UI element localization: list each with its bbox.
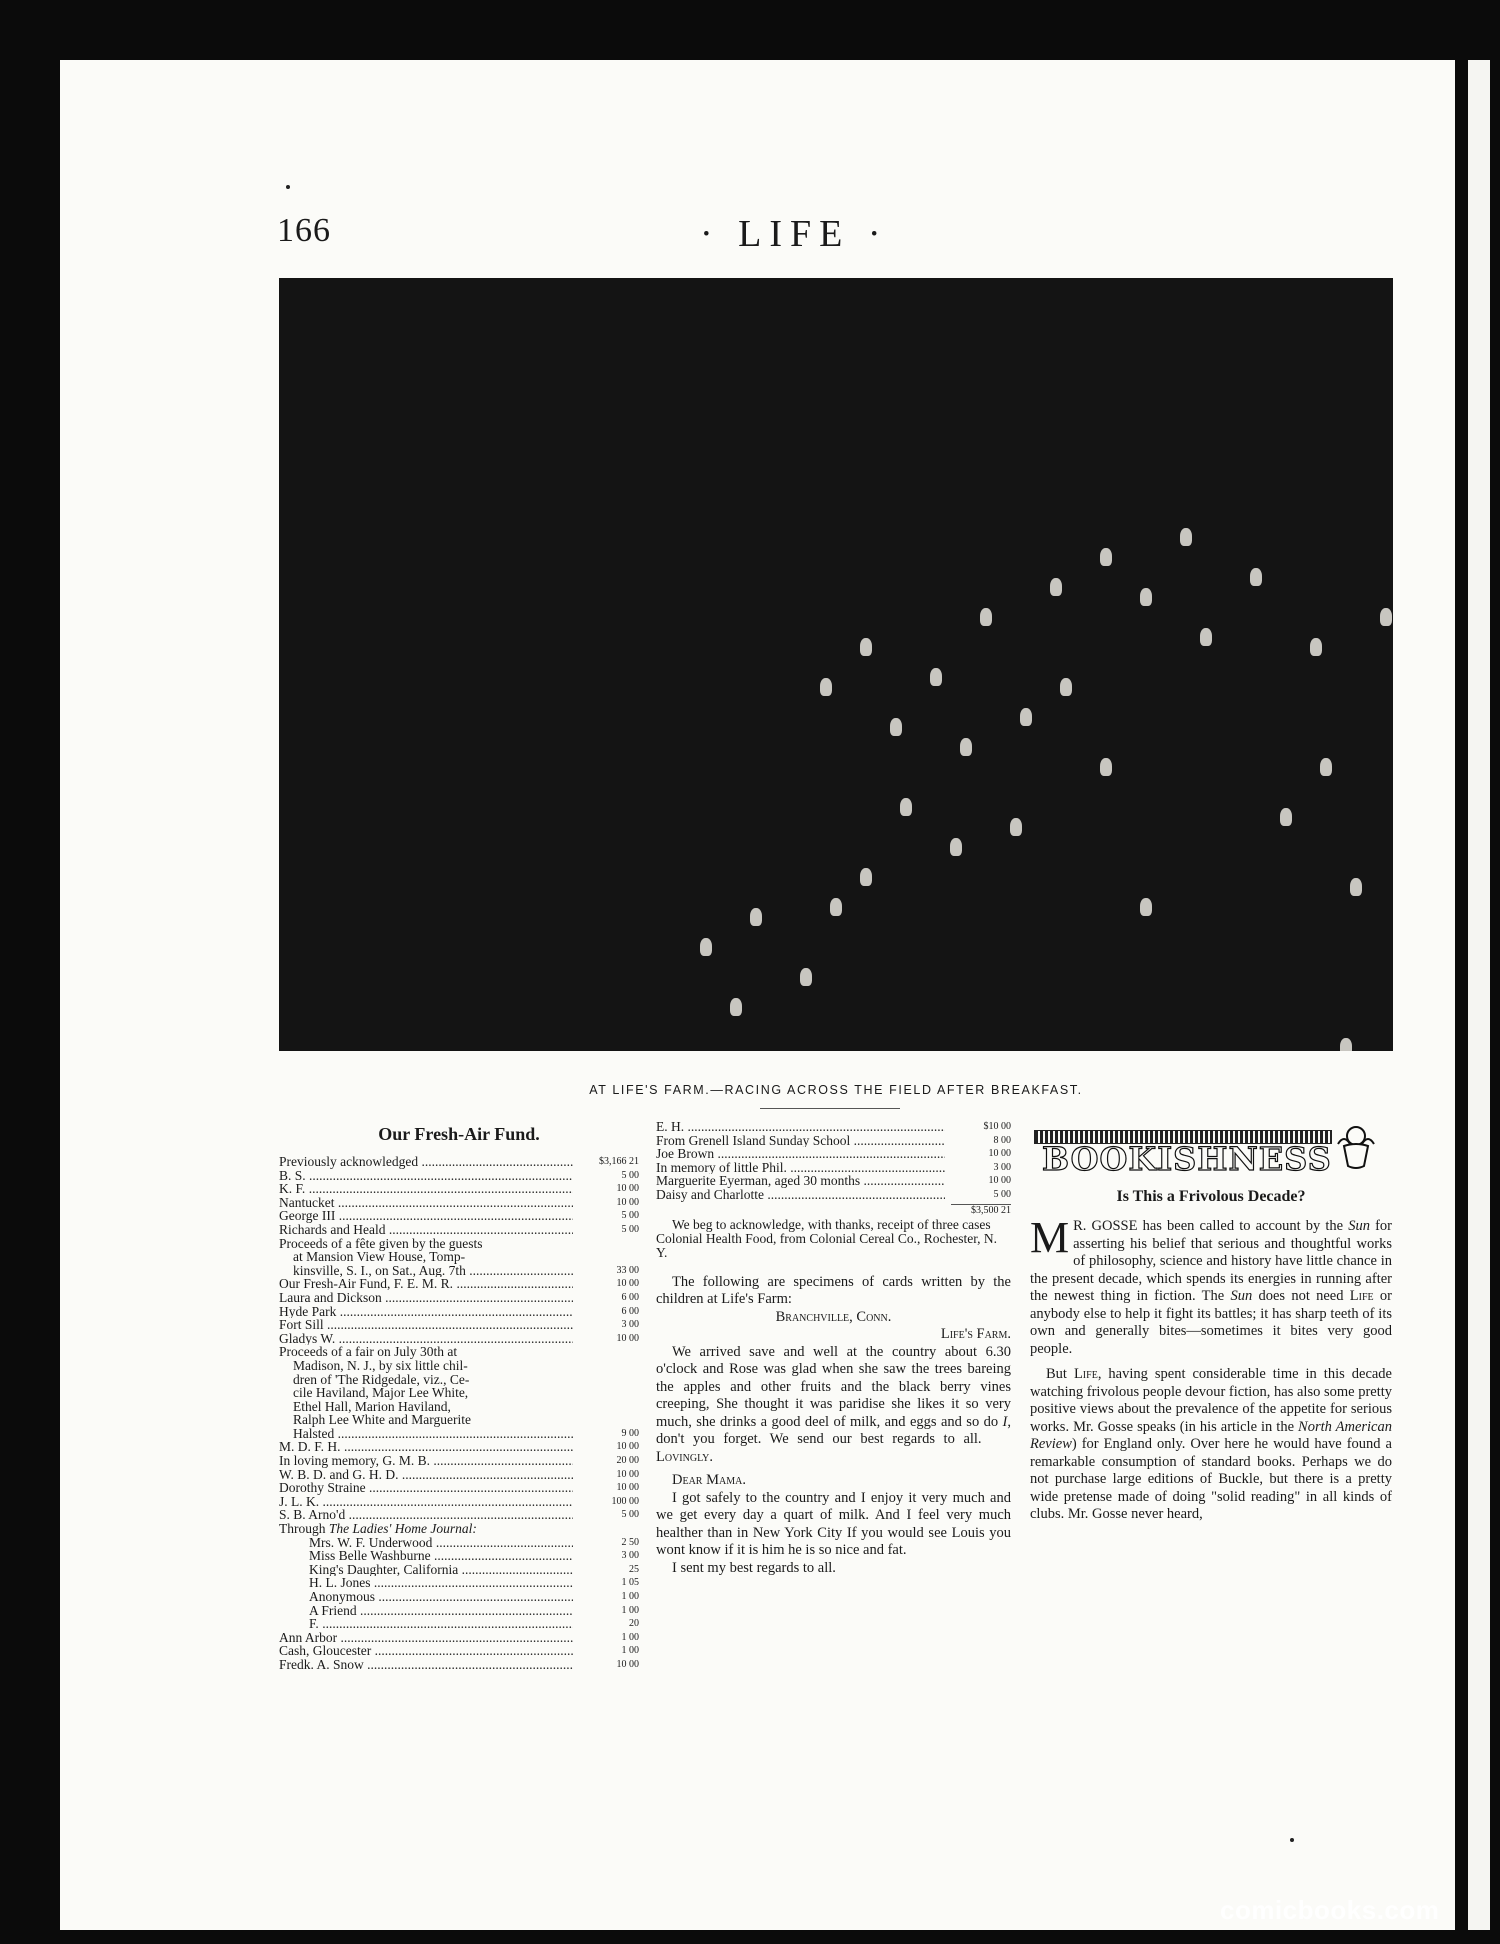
ledger-row: [279, 1658, 639, 1672]
article-text: , having spent considerable time in this decade watching frivolous people devour fiction, has also some pretty positive views about the prevalence of the appetite for serious works. Mr. Gosse speaks (in his article in the: [1030, 1366, 1393, 1435]
ledger-row: [279, 1196, 639, 1210]
ledger-amount: 3 00: [621, 1550, 639, 1562]
ledger-row: [279, 1291, 639, 1305]
ledger-amount: 1 00: [621, 1591, 639, 1602]
child-figure: [900, 798, 912, 816]
child-figure: [960, 738, 972, 756]
fund-list: [279, 1277, 639, 1345]
ledger-label: Mrs. W. F. Underwood .....: [279, 1536, 573, 1550]
ledger-row: [279, 1644, 639, 1658]
ledger-row: [656, 1147, 1011, 1161]
letter-text: We arrived save and well at the country about 6.30 o'clock and Rose was glad when she saw the trees bareing the apples and other fruits and the black berry vines creeping, She thought it was paridise she likes it so very much, she drinks a good deel of milk, and eggs and so do: [656, 1343, 1011, 1430]
ledger-amount: 5 00: [621, 1169, 639, 1181]
banner-title: BOOKISHNESS: [1042, 1140, 1332, 1178]
print-speck: [286, 185, 290, 189]
child-figure: [1250, 568, 1262, 586]
letter-one: [656, 1344, 1011, 1467]
cards-intro: The following are specimens of cards written by the children at Life's Farm:: [656, 1273, 1011, 1308]
ledger-amount: 10 00: [988, 1148, 1011, 1160]
ledger-row: [279, 1536, 639, 1550]
ledger-amount: 10 00: [988, 1175, 1011, 1187]
card-place: Branchville, Conn.: [775, 1308, 892, 1325]
ledger-note: Proceeds of a fête given by the guests: [279, 1235, 483, 1251]
ledger-label: Fredk. A. Snow .....: [279, 1658, 573, 1672]
ledger-amount: 20 00: [616, 1455, 639, 1467]
child-figure: [1320, 758, 1332, 776]
journal-heading: [279, 1522, 639, 1536]
ledger-label: In loving memory, G. M. B. .....: [279, 1454, 573, 1468]
child-figure: [860, 868, 872, 886]
article-headline: Is This a Frivolous Decade?: [1116, 1188, 1306, 1205]
ledger-label: Halsted .....: [293, 1427, 573, 1441]
child-figure: [1100, 758, 1112, 776]
ledger-amount: 33 00: [616, 1264, 639, 1276]
publication-name: North American Review: [1030, 1418, 1392, 1452]
journal-title: The Ladies' Home Journal:: [328, 1521, 477, 1537]
child-figure: [930, 668, 942, 686]
ledger-amount: 10 00: [616, 1332, 639, 1344]
ledger-label: W. B. D. and G. H. D. .....: [279, 1468, 573, 1482]
ledger-amount: 5 00: [621, 1210, 639, 1222]
child-figure: [980, 608, 992, 626]
child-figure: [1010, 818, 1022, 836]
acknowledgement: We beg to acknowledge, with thanks, receipt of three cases Colonial Health Food, from Colonial Cereal Co., Rochester, N. Y.: [656, 1216, 998, 1260]
bookishness-column: [1030, 1120, 1392, 1524]
ledger-row: [279, 1223, 639, 1237]
magazine-name: Life: [1349, 1288, 1374, 1304]
publication-name: Sun: [1348, 1218, 1370, 1234]
ledger-row: [279, 1468, 639, 1482]
ledger-row: [279, 1440, 639, 1454]
ledger-amount: $10 00: [983, 1121, 1011, 1132]
child-figure: [1350, 878, 1362, 896]
child-figure: [820, 678, 832, 696]
ledger-label: Nantucket .....: [279, 1196, 573, 1210]
ledger-label: Joe Brown .....: [656, 1147, 945, 1161]
ledger-row: [279, 1332, 639, 1346]
ledger-row: [279, 1155, 639, 1169]
ledger-label: King's Daughter, California .....: [279, 1563, 573, 1577]
print-speck: [1290, 1838, 1294, 1842]
ledger-row: [279, 1305, 639, 1319]
ledger-amount: 6 00: [621, 1291, 639, 1303]
next-page-edge: [1468, 60, 1490, 1930]
ledger-row: [656, 1188, 1011, 1202]
ledger-amount: 25: [629, 1563, 639, 1575]
ledger-label: J. L. K. .....: [279, 1495, 573, 1509]
ledger-row: [279, 1454, 639, 1468]
card-farm: Life's Farm.: [940, 1326, 1011, 1343]
ledger-amount: 6 00: [621, 1305, 639, 1317]
journal-prefix: Through: [279, 1521, 329, 1537]
ledger-note: cile Haviland, Major Lee White,: [293, 1385, 469, 1401]
ledger-label: Dorothy Straine .....: [279, 1481, 573, 1495]
ledger-amount: $3,166 21: [599, 1156, 639, 1167]
child-figure: [1380, 608, 1392, 626]
ledger-label: Cash, Gloucester .....: [279, 1644, 573, 1658]
ledger-amount: 10 00: [616, 1468, 639, 1480]
ledger-amount: 5 00: [621, 1223, 639, 1235]
ledger-row: [279, 1169, 639, 1183]
ledger-note: Ralph Lee White and Marguerite: [293, 1412, 471, 1428]
ledger-amount: 1 00: [621, 1645, 639, 1657]
child-figure: [1020, 708, 1032, 726]
ledger-row: [279, 1264, 639, 1278]
letter-three: I sent my best regards to all.: [672, 1559, 836, 1576]
child-figure: [860, 638, 872, 656]
ledger-amount: 9 00: [621, 1427, 639, 1439]
ledger-label: B. S. .....: [279, 1169, 573, 1183]
magazine-name: Life: [1073, 1366, 1098, 1382]
divider-rule: [760, 1108, 900, 1109]
ledger-row: [279, 1481, 639, 1495]
ledger-row: [279, 1495, 639, 1509]
child-figure: [1060, 678, 1072, 696]
letter-emphasis: I: [1002, 1413, 1008, 1430]
ledger-row: [279, 1563, 639, 1577]
ledger-label: F. .....: [279, 1617, 573, 1631]
fund-list: [279, 1155, 639, 1237]
child-figure: [800, 968, 812, 986]
ledger-amount: 2 50: [621, 1536, 639, 1548]
ledger-label: Anonymous .....: [279, 1590, 573, 1604]
ledger-label: H. L. Jones .....: [279, 1576, 573, 1590]
ledger-label: From Grenell Island Sunday School .....: [656, 1134, 945, 1148]
ledger-row: [656, 1161, 1011, 1175]
ledger-note: Ethel Hall, Marion Haviland,: [293, 1398, 451, 1414]
ledger-amount: 1 05: [621, 1577, 639, 1589]
child-figure: [1340, 1038, 1352, 1051]
ledger-row: [656, 1174, 1011, 1188]
ledger-label: Hyde Park .....: [279, 1305, 573, 1319]
ledger-row: [279, 1277, 639, 1291]
child-figure: [1280, 808, 1292, 826]
ledger-row: [656, 1134, 1011, 1148]
ledger-label: A Friend .....: [279, 1604, 573, 1618]
ledger-row: [279, 1318, 639, 1332]
child-figure: [700, 938, 712, 956]
ledger-amount: 10 00: [616, 1658, 639, 1670]
watermark-logo: comicbooks.com: [1220, 1895, 1440, 1925]
ledger-amount: 10 00: [616, 1196, 639, 1208]
article-paragraph-2: [1030, 1366, 1392, 1524]
child-figure: [750, 908, 762, 926]
ledger-label: George III .....: [279, 1209, 573, 1223]
ledger-label: Gladys W. .....: [279, 1332, 573, 1346]
ledger-amount: 5 00: [993, 1188, 1011, 1200]
ledger-amount: 1 00: [621, 1604, 639, 1616]
child-figure: [1180, 528, 1192, 546]
ledger-row: [279, 1549, 639, 1563]
publication-name: Sun: [1230, 1288, 1253, 1304]
masthead: · LIFE ·: [700, 213, 889, 255]
article-text: for asserting his belief that serious and thoughtful works of philosophy, science and history have little chance in the present decade, which spends its energies in running after the newest thing in fiction. The: [1030, 1218, 1392, 1304]
ledger-amount: 3 00: [621, 1319, 639, 1331]
ledger-amount: 5 00: [621, 1509, 639, 1521]
ledger-label: Fort Sill .....: [279, 1318, 573, 1332]
fund-list: [279, 1440, 639, 1522]
fund-list: [656, 1120, 1011, 1202]
ledger-label: Marguerite Eyerman, aged 30 months .....: [656, 1174, 945, 1188]
child-figure: [1310, 638, 1322, 656]
ledger-label: kinsville, S. I., on Sat., Aug. 7th .....: [293, 1264, 573, 1278]
letter-text: , don't you forget. We send our best regards to all.: [656, 1413, 1011, 1448]
page-number: 166: [277, 212, 331, 249]
article-text: or anybody else to help it fight its battles; it has sharp teeth of its own and generally bites—sometimes it bites very good people.: [1030, 1288, 1392, 1357]
ledger-row: [279, 1427, 639, 1441]
ledger-label: K. F. .....: [279, 1182, 573, 1196]
article-text: does not need: [1252, 1288, 1350, 1304]
child-figure: [890, 718, 902, 736]
article-text: R. GOSSE has been called to account by the: [1073, 1218, 1349, 1234]
ledger-amount: 10 00: [616, 1441, 639, 1453]
ledger-note: Proceeds of a fair on July 30th at: [279, 1344, 458, 1360]
ledger-label: S. B. Arno'd .....: [279, 1508, 573, 1522]
photo-caption: AT LIFE'S FARM.—RACING ACROSS THE FIELD AFTER BREAKFAST.: [589, 1083, 1083, 1097]
letter-signoff: Lovingly.: [656, 1448, 714, 1465]
ledger-amount: 10 00: [616, 1183, 639, 1195]
letter-two: I got safely to the country and I enjoy it very much and we get every day a quart of milk. And I feel very much healther than in New York City If you would see Louis you wont know if it is him he is so nice and fat.: [656, 1489, 1011, 1559]
child-figure: [730, 998, 742, 1016]
ledger-label: Our Fresh-Air Fund, F. E. M. R. .....: [279, 1277, 573, 1291]
child-figure: [1140, 588, 1152, 606]
ledger-label: Laura and Dickson .....: [279, 1291, 573, 1305]
ledger-amount: 8 00: [993, 1134, 1011, 1146]
bookishness-banner: [1034, 1120, 1392, 1176]
article-paragraph-1: [1030, 1213, 1392, 1358]
child-figure: [830, 898, 842, 916]
ledger-amount: 10 00: [616, 1278, 639, 1290]
child-figure: [1050, 578, 1062, 596]
ledger-amount: 1 00: [621, 1631, 639, 1643]
ledger-note: at Mansion View House, Tomp-: [293, 1249, 466, 1265]
ledger-label: Miss Belle Washburne .....: [279, 1549, 573, 1563]
ledger-row: [279, 1617, 639, 1631]
fund-title: Our Fresh-Air Fund.: [378, 1124, 540, 1144]
ledger-label: Richards and Heald .....: [279, 1223, 573, 1237]
child-figure: [1140, 898, 1152, 916]
fund-list: [279, 1631, 639, 1672]
child-figure: [950, 838, 962, 856]
letter-salutation: Dear Mama.: [672, 1472, 746, 1489]
ledger-row: [279, 1576, 639, 1590]
ledger-label: E. H. .....: [656, 1120, 945, 1134]
ledger-note: Madison, N. J., by six little chil-: [293, 1357, 468, 1373]
fresh-air-fund-column: [279, 1120, 639, 1672]
ledger-amount: 10 00: [616, 1482, 639, 1494]
ledger-row: [279, 1604, 639, 1618]
child-figure: [1100, 548, 1112, 566]
fund-total: $3,500 21: [951, 1204, 1011, 1216]
cherub-icon: [1334, 1122, 1378, 1172]
article-text: But: [1046, 1366, 1074, 1382]
drop-cap: M: [1030, 1213, 1070, 1262]
fund-list: [279, 1536, 639, 1631]
ledger-label: Previously acknowledged .....: [279, 1155, 573, 1169]
ledger-note: dren of 'The Ridgedale, viz., Ce-: [293, 1371, 470, 1387]
ledger-amount: 20: [629, 1618, 639, 1630]
ledger-label: Ann Arbor .....: [279, 1631, 573, 1645]
ledger-row: [279, 1631, 639, 1645]
ledger-label: M. D. F. H. .....: [279, 1440, 573, 1454]
child-figure: [1200, 628, 1212, 646]
ledger-row: [279, 1508, 639, 1522]
article-text: ) for England only. Over here he would have found a remarkable consumption of standard books. Perhaps we do not purchase large editions of Buckle, but there is a pretty wide pretense made of doing "solid reading" in all kinds of clubs. Mr. Gosse never heard,: [1030, 1436, 1392, 1522]
ledger-amount: 3 00: [993, 1161, 1011, 1173]
ledger-row: [279, 1209, 639, 1223]
middle-column: [656, 1120, 1011, 1577]
ledger-row: [656, 1120, 1011, 1134]
farm-photograph: [279, 278, 1393, 1051]
ledger-label: Daisy and Charlotte .....: [656, 1188, 945, 1202]
ledger-row: [279, 1590, 639, 1604]
ledger-row: [279, 1182, 639, 1196]
ledger-amount: 100 00: [611, 1495, 639, 1507]
ledger-label: In memory of little Phil. .....: [656, 1161, 945, 1175]
